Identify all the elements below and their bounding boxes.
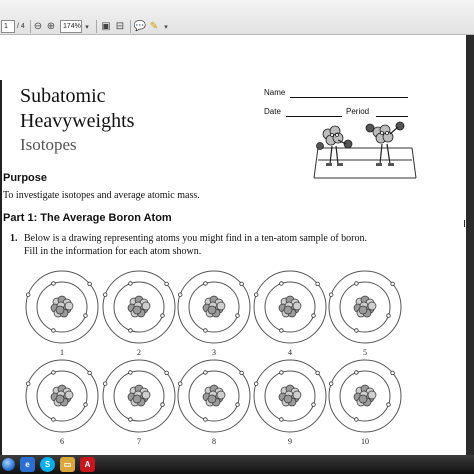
boron-atom-diagram [24,358,100,434]
toolbar-divider [30,20,31,33]
zoom-dropdown-icon[interactable]: ▾ [85,22,89,31]
boron-atom-diagram [101,358,177,434]
zoom-level-input[interactable]: 174% [60,20,82,33]
atom-number-label: 8 [212,437,216,446]
atom-number-label: 2 [137,348,141,357]
acrobat-icon[interactable]: A [80,457,95,472]
text-cursor-icon: I [463,219,466,230]
question-text-line2: Fill in the information for each atom shown. [24,246,202,257]
skype-icon[interactable]: S [40,457,55,472]
windows-start-icon[interactable] [2,458,15,471]
atom-number-label: 9 [288,437,292,446]
boron-atom-diagram [327,269,403,345]
annotation-dropdown-icon[interactable]: ▾ [164,22,168,31]
boron-atom-diagram [252,269,328,345]
ie-icon[interactable]: e [20,457,35,472]
boron-atom-diagram [252,358,328,434]
viewer-scroll-gutter[interactable] [466,35,474,455]
part-heading: Part 1: The Average Boron Atom [3,212,172,224]
page-border-left [0,80,2,455]
period-blank-line [376,116,408,117]
page-total-label: / 4 [17,23,25,30]
fit-page-icon[interactable]: ▣ [101,21,111,32]
boxing-atoms-illustration [310,118,418,190]
zoom-in-icon[interactable]: ⊕ [46,21,56,32]
name-blank-line [290,97,408,98]
period-label: Period [346,107,370,116]
boron-atom-diagram [24,269,100,345]
atom-number-label: 5 [363,348,367,357]
purpose-text: To investigate isotopes and average atomic mass. [3,190,200,201]
question-text-line1: Below is a drawing representing atoms you might find in a ten-atom sample of boron. [24,233,367,244]
boron-atom-diagram [176,358,252,434]
question-number: 1. [10,233,18,244]
date-blank-line [286,116,342,117]
toolbar-divider [96,20,97,33]
document-subtitle: Isotopes [20,135,77,154]
toolbar-divider [130,20,131,33]
atom-number-label: 4 [288,348,292,357]
purpose-heading: Purpose [3,172,48,184]
highlight-icon[interactable]: ✎ [149,21,159,32]
atom-number-label: 10 [361,437,369,446]
page-number-input[interactable]: 1 [1,20,15,33]
atom-number-label: 3 [212,348,216,357]
comment-icon[interactable]: 💬 [133,21,147,32]
name-label: Name [264,88,286,97]
fit-width-icon[interactable]: ⊟ [115,21,125,32]
boron-atom-diagram [327,358,403,434]
date-label: Date [264,107,281,116]
atom-number-label: 7 [137,437,141,446]
atom-number-label: 6 [60,437,64,446]
atom-number-label: 1 [60,348,64,357]
boron-atom-diagram [101,269,177,345]
explorer-icon[interactable]: ▭ [60,457,75,472]
document-title-line1: Subatomic [20,85,106,107]
zoom-out-icon[interactable]: ⊖ [33,21,43,32]
boron-atom-diagram [176,269,252,345]
document-title-line2: Heavyweights [20,110,135,132]
